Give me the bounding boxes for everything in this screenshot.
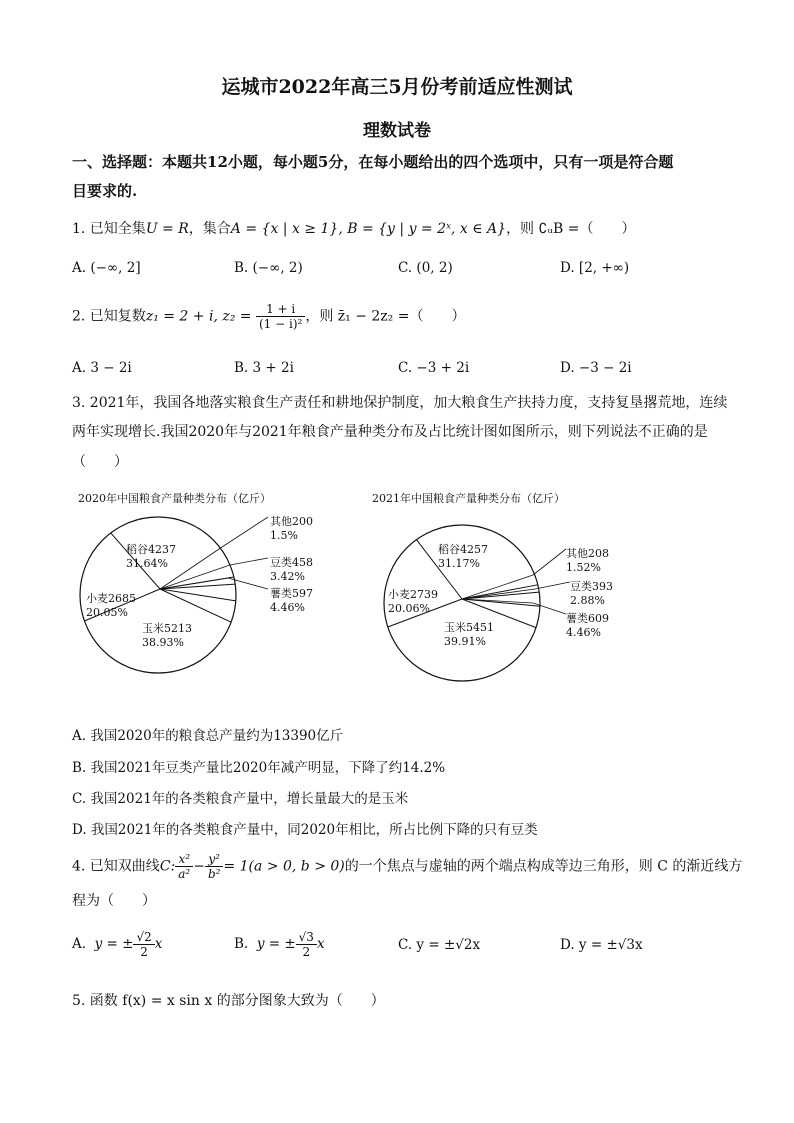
q2-frac-num: 1 + i	[256, 302, 305, 317]
pie-percent-豆类: 2.88%	[570, 594, 605, 607]
pie-percent-稻谷: 31.64%	[126, 557, 168, 570]
chart-2021-title: 2021年中国粮食产量种类分布（亿斤）	[372, 492, 565, 505]
question-1	[72, 218, 635, 238]
pie-label-薯类: 薯类609	[566, 612, 609, 625]
q4-option-a	[72, 930, 162, 959]
q4-curve: C:	[159, 858, 176, 875]
pie-charts	[0, 505, 794, 685]
q2-frac-den: (1 − i)²	[258, 317, 303, 331]
pie-percent-玉米: 39.91%	[444, 635, 486, 648]
question-4	[72, 852, 742, 881]
pie-label-其他: 其他200	[270, 515, 313, 528]
q4-line2: 程为（ ）	[72, 893, 156, 909]
pie-label-豆类: 豆类458	[270, 556, 313, 569]
q1-option-b: B. (−∞, 2)	[234, 260, 303, 276]
q4-option-b-den: 2	[302, 945, 311, 959]
q4-frac1-num: x²	[175, 852, 193, 867]
q4-frac2	[205, 852, 224, 881]
q4-option-c: C. y = ±√2x	[398, 937, 481, 953]
q1-mid: ，集合	[188, 221, 231, 237]
q4-option-d: D. y = ±√3x	[560, 937, 643, 953]
pie-percent-小麦: 20.06%	[388, 602, 430, 615]
q4-suffix: 的一个焦点与虚轴的两个端点构成等边三角形，则 C 的渐近线方	[344, 858, 743, 875]
pie-percent-豆类: 3.42%	[270, 570, 305, 583]
q2-option-b: B. 3 + 2i	[234, 360, 294, 376]
q4-option-a-pre: y = ±	[94, 936, 134, 952]
q4-option-b-frac	[296, 930, 317, 959]
q2-option-a: A. 3 − 2i	[72, 360, 132, 376]
question-2	[72, 302, 465, 331]
q4-option-a-post: x	[154, 936, 163, 952]
q2-option-d: D. −3 − 2i	[560, 360, 632, 376]
chart-2020-title: 2020年中国粮食产量种类分布（亿斤）	[78, 492, 271, 505]
q4-option-a-frac	[133, 930, 154, 959]
q1-setB: , B = {y | y = 2ˣ, x ∈ A}	[338, 221, 507, 237]
q1-option-d: D. [2, +∞)	[560, 260, 630, 276]
q4-option-a-den: 2	[140, 945, 148, 959]
pie-label-玉米: 玉米5451	[444, 621, 494, 634]
q3-line3: （ ）	[72, 454, 128, 470]
q2-z1: z₁ = 2 + i, z₂ =	[145, 308, 252, 325]
pie-percent-玉米: 38.93%	[142, 636, 184, 649]
q4-option-a-label: A.	[72, 936, 87, 952]
pie-percent-其他: 1.52%	[566, 561, 601, 574]
section-heading-line1: 一、选择题：本题共12小题，每小题5分，在每小题给出的四个选项中，只有一项是符合题	[72, 153, 674, 171]
pie-percent-薯类: 4.46%	[270, 601, 305, 614]
pie-2021	[384, 525, 613, 681]
pie-2020	[80, 514, 313, 673]
pie-label-稻谷: 稻谷4237	[126, 543, 176, 556]
q4-frac1-den: a²	[178, 867, 191, 881]
pie-leader-ext-1	[535, 582, 570, 589]
q4-option-a-num: √2	[133, 930, 154, 945]
q4-cond: = 1(a > 0, b > 0)	[223, 858, 345, 875]
pie-label-稻谷: 稻谷4257	[438, 543, 488, 556]
pie-percent-稻谷: 31.17%	[438, 557, 480, 570]
q4-option-b-num: √3	[296, 930, 317, 945]
q1-prefix: 1. 已知全集	[72, 221, 146, 237]
pie-percent-小麦: 20.05%	[86, 606, 128, 619]
pie-label-其他: 其他208	[566, 547, 609, 560]
q1-option-c: C. (0, 2)	[398, 260, 453, 276]
q4-option-b-pre: y = ±	[256, 936, 296, 952]
q4-frac2-den: b²	[207, 867, 221, 881]
q2-prefix: 2. 已知复数	[72, 308, 146, 325]
q4-option-b-label: B.	[234, 936, 249, 952]
q3-option-b: B. 我国2021年豆类产量比2020年减产明显，下降了约14.2%	[72, 760, 446, 776]
section-heading-line2: 目要求的.	[72, 182, 138, 200]
q2-suffix: ，则 z̄₁ − 2z₂ =（ ）	[305, 308, 466, 325]
question-5: 5. 函数 f(x) = x sin x 的部分图象大致为（ ）	[72, 993, 385, 1009]
q2-option-c: C. −3 + 2i	[398, 360, 470, 376]
pie-label-玉米: 玉米5213	[142, 622, 192, 635]
q4-option-b	[234, 930, 325, 959]
pie-percent-其他: 1.5%	[270, 529, 298, 542]
pie-label-薯类: 薯类597	[270, 587, 313, 600]
q3-option-c: C. 我国2021年的各类粮食产量中，增长量最大的是玉米	[72, 791, 409, 807]
q1-setA: A = {x | x ≥ 1}	[230, 221, 339, 237]
q1-suffix: ，则 ∁ᵤB =（ ）	[506, 221, 636, 237]
q1-option-a: A. (−∞, 2]	[72, 260, 141, 276]
pie-leader-ext-1	[230, 558, 268, 565]
pie-label-小麦: 小麦2685	[86, 592, 136, 605]
q4-option-b-post: x	[316, 936, 325, 952]
page-subtitle: 理数试卷	[363, 121, 431, 141]
pie-label-豆类: 豆类393	[570, 580, 613, 593]
q2-fraction	[256, 302, 305, 331]
pie-leader-ext-2	[222, 517, 268, 547]
pie-leader-ext-2	[533, 549, 566, 575]
q3-line2: 两年实现增长.我国2020年与2021年粮食产量种类分布及占比统计图如图所示，则下列说法不正确的是	[72, 424, 708, 440]
pie-label-小麦: 小麦2739	[388, 588, 438, 601]
pie-percent-薯类: 4.46%	[566, 626, 601, 639]
q4-frac2-num: y²	[205, 852, 224, 867]
q3-option-d: D. 我国2021年的各类粮食产量中，同2020年相比，所占比例下降的只有豆类	[72, 822, 538, 838]
page-title: 运城市2022年高三5月份考前适应性测试	[221, 76, 573, 98]
q4-prefix: 4. 已知双曲线	[72, 858, 160, 875]
q4-minus: −	[193, 858, 205, 875]
q1-universe: U = R	[145, 221, 189, 237]
q3-option-a: A. 我国2020年的粮食总产量约为13390亿斤	[72, 728, 344, 744]
q3-line1: 3. 2021年，我国各地落实粮食生产责任和耕地保护制度，加大粮食生产扶持力度，支持复垦撂荒地，连续	[72, 395, 728, 411]
q4-frac1	[175, 852, 193, 881]
